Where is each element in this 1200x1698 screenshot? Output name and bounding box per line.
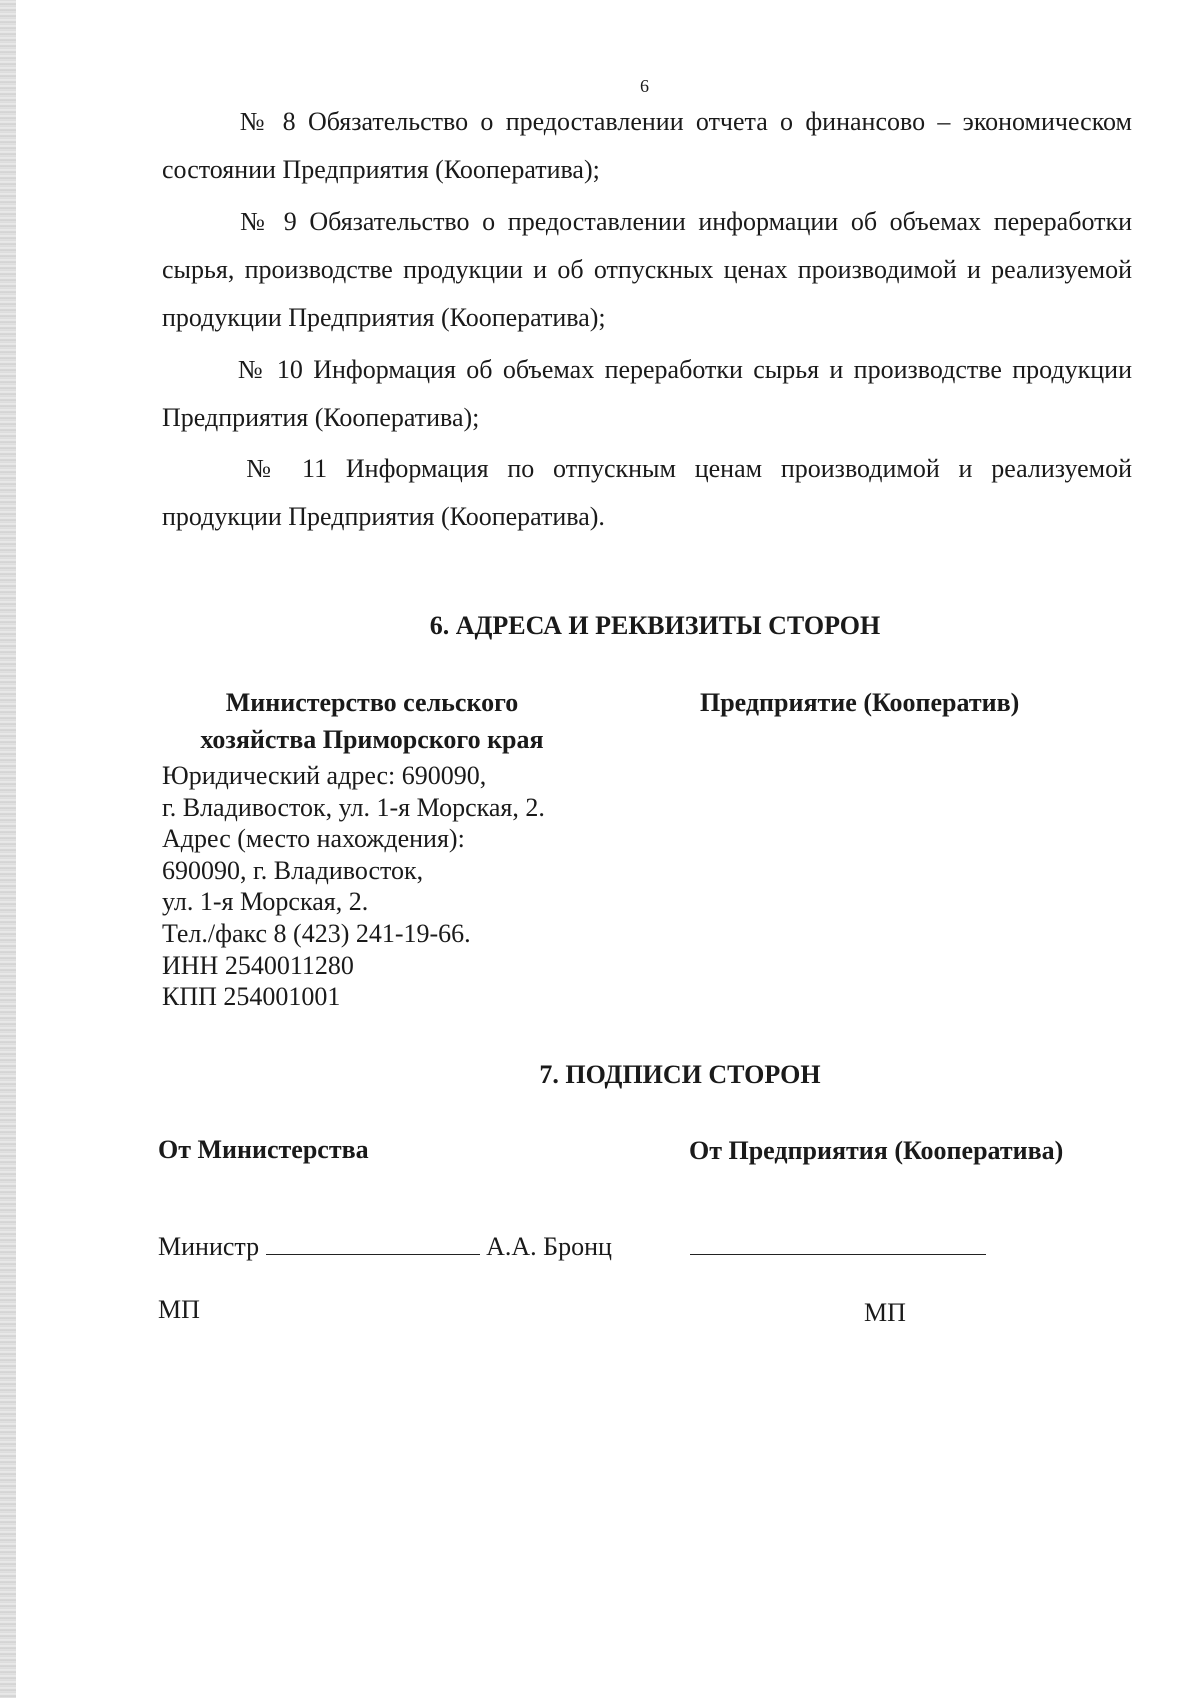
stamp-place-right: МП: [864, 1298, 906, 1327]
appendix-text: Информация по отпускным ценам производимой и реализуемой продукции Предприятия (Кооператива).: [162, 454, 1133, 531]
location-city: 690090, г. Владивосток,: [162, 855, 424, 885]
appendix-number: № 8: [234, 107, 296, 136]
from-enterprise-label: От Предприятия (Кооператива): [689, 1136, 1064, 1165]
legal-address-street: г. Владивосток, ул. 1-я Морская, 2.: [162, 792, 545, 822]
page-number: 6: [640, 76, 649, 96]
legal-address-line: Юридический адрес: 690090,: [162, 761, 487, 790]
enterprise-signature-blank[interactable]: [690, 1232, 986, 1255]
appendix-text: Обязательство о предоставлении отчета о финансово – экономическом состоянии Предприятия (Кооператива);: [162, 107, 1132, 184]
ministry-details: [162, 760, 545, 1013]
appendix-number: № 11: [234, 454, 328, 483]
appendix-item-9: [162, 198, 1132, 342]
enterprise-signature-line: [690, 1232, 986, 1262]
phone-fax: Тел./факс 8 (423) 241-19-66.: [162, 918, 471, 948]
minister-signature-blank[interactable]: [266, 1232, 480, 1255]
from-ministry-label: От Министерства: [158, 1135, 369, 1164]
appendix-item-10: [162, 346, 1132, 442]
stamp-place-left: МП: [158, 1295, 200, 1324]
inn: ИНН 2540011280: [162, 950, 354, 980]
location-street: ул. 1-я Морская, 2.: [162, 887, 369, 917]
appendix-item-8: [162, 98, 1132, 194]
enterprise-title: Предприятие (Кооператив): [700, 688, 1020, 717]
ministry-title-line1: Министерство сельского: [225, 688, 519, 717]
appendix-item-11: [162, 445, 1132, 541]
location-label: Адрес (место нахождения):: [162, 824, 465, 854]
section-6-heading: 6. АДРЕСА И РЕКВИЗИТЫ СТОРОН: [429, 611, 881, 640]
ministry-title: [162, 684, 582, 758]
scan-edge-shadow: [0, 0, 16, 1698]
minister-signature-line: [158, 1232, 612, 1262]
appendix-number: № 10: [234, 355, 303, 384]
section-7-heading: 7. ПОДПИСИ СТОРОН: [539, 1060, 821, 1089]
appendix-text: Информация об объемах переработки сырья и производстве продукции Предприятия (Кооператива);: [162, 355, 1133, 432]
ministry-title-line2: хозяйства Приморского края: [200, 725, 544, 754]
kpp: КПП 254001001: [162, 982, 341, 1012]
appendix-text: Обязательство о предоставлении информации об объемах переработки сырья, производстве продукции и об отпускных ценах производимой и реализуемой продукции Предприятия (Кооператива);: [162, 207, 1133, 332]
appendix-number: № 9: [234, 207, 297, 236]
minister-name: А.А. Бронц: [486, 1232, 612, 1261]
minister-label: Министр: [158, 1232, 260, 1261]
